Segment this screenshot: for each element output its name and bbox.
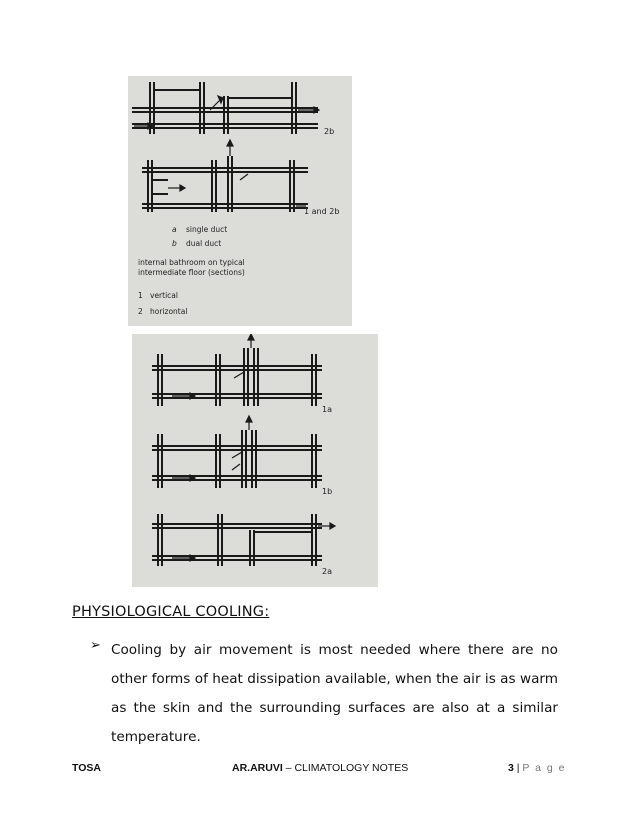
legend-1-text: vertical bbox=[150, 291, 178, 300]
legend-caption-line2: intermediate floor (sections) bbox=[138, 268, 245, 277]
label-2a: 2a bbox=[322, 567, 332, 576]
duct-diagram-top bbox=[128, 76, 352, 326]
footer-author: AR.ARUVI bbox=[232, 762, 283, 774]
duct-sections-bottom-drawing bbox=[132, 334, 378, 587]
footer-separator: | bbox=[513, 762, 523, 774]
legend-2-key: 2 bbox=[138, 307, 143, 316]
legend-2-text: horizontal bbox=[150, 307, 188, 316]
footer-page-number: 3 bbox=[508, 762, 514, 774]
label-1b: 1b bbox=[322, 487, 333, 496]
footer-center bbox=[232, 762, 408, 774]
footer-page bbox=[508, 762, 566, 774]
legend-1-key: 1 bbox=[138, 291, 143, 300]
duct-diagram-bottom bbox=[132, 334, 378, 587]
label-1a: 1a bbox=[322, 405, 332, 414]
footer-left: TOSA bbox=[72, 762, 101, 774]
label-1-and-2b: 1 and 2b bbox=[304, 207, 340, 216]
bullet-text: Cooling by air movement is most needed where there are no other forms of heat dissipation available, when the air is as warm as the skin and the surrounding surfaces are also at a similar temperature. bbox=[111, 642, 558, 745]
page-footer bbox=[72, 762, 566, 776]
legend-a-key: a bbox=[172, 225, 177, 234]
legend-a-text: single duct bbox=[186, 225, 228, 234]
legend-b-key: b bbox=[172, 239, 177, 248]
duct-sections-top-drawing bbox=[128, 76, 352, 326]
section-heading: PHYSIOLOGICAL COOLING: bbox=[72, 604, 270, 620]
bullet-item bbox=[90, 636, 558, 752]
legend-caption-line1: internal bathroom on typical bbox=[138, 258, 245, 267]
arrow-bullet-icon: ➢ bbox=[90, 638, 101, 653]
footer-title: – CLIMATOLOGY NOTES bbox=[282, 762, 409, 774]
legend-b-text: dual duct bbox=[186, 239, 222, 248]
label-2b: 2b bbox=[324, 127, 335, 136]
footer-page-word: P a g e bbox=[522, 762, 566, 774]
